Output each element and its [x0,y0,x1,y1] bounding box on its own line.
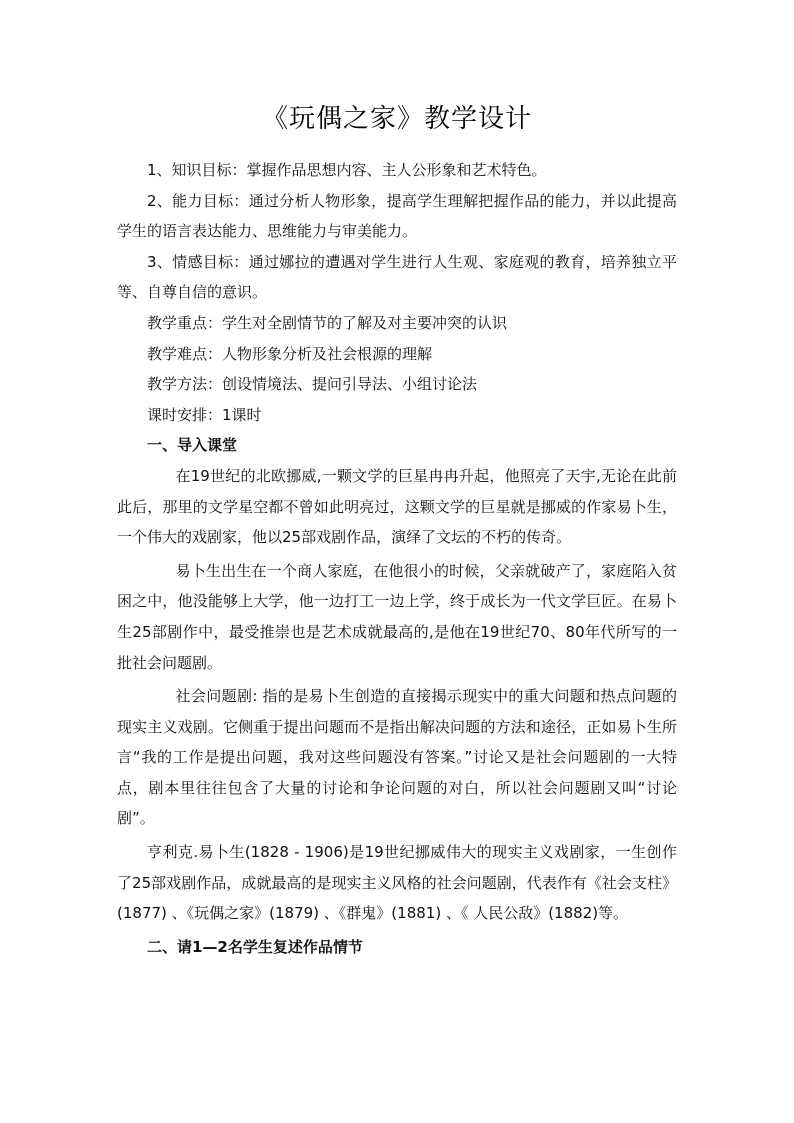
objective-ability: 2、能力目标：通过分析人物形象，提高学生理解把握作品的能力，并以此提高学生的语言表达能力、思维能力与审美能力。 [117,191,677,241]
schedule: 课时安排：1课时 [147,405,262,424]
intro-paragraph: 社会问题剧: 指的是易卜生创造的直接揭示现实中的重大问题和热点问题的现实主义戏剧。它侧重于提出问题而不是指出解决问题的方法和途径，正如易卜生所言“我的工作是提出问题，我对这些问题没有答案。”讨论又是社会问题剧的一大特点，剧本里往往包含了大量的讨论和争论问题的对白，所以社会问题剧又叫“讨论剧”。 [117,687,677,828]
intro-paragraph: 亨利克.易卜生(1828 - 1906)是19世纪挪威伟大的现实主义戏剧家，一生创作了25部戏剧作品，成就最高的是现实主义风格的社会问题剧，代表作有《社会支柱》(1877) 、《玩偶之家》(1879) 、《群鬼》(1881) 、《 人民公敌》(1882)等。 [117,843,677,923]
section-heading-retell: 二、请1—2名学生复述作品情节 [147,937,363,956]
intro-paragraph: 在19世纪的北欧挪威,一颗文学的巨星冉冉升起，他照亮了天宇,无论在此前此后，那里的文学星空都不曾如此明亮过，这颗文学的巨星就是挪威的作家易卜生，一个伟大的戏剧家，他以25部戏剧作品，演绎了文坛的不朽的传奇。 [117,466,677,547]
document-body [117,155,677,962]
difficulty: 教学难点：人物形象分析及社会根源的理解 [147,344,433,363]
section-heading-intro: 一、导入课堂 [147,436,238,455]
intro-paragraph: 易卜生出生在一个商人家庭，在他很小的时候，父亲就破产了，家庭陷入贫困之中，他没能够上大学，他一边打工一边上学，终于成长为一代文学巨匠。在易卜生25部剧作中，最受推崇也是艺术成就最高的,是他在19世纪70、80年代所写的一批社会问题剧。 [117,561,677,672]
objective-knowledge: 1、知识目标：掌握作品思想内容、主人公形象和艺术特色。 [147,161,547,179]
objective-emotion: 3、情感目标：通过娜拉的遭遇对学生进行人生观、家庭观的教育，培养独立平等、自尊自信的意识。 [117,252,677,302]
key-point: 教学重点：学生对全剧情节的了解及对主要冲突的认识 [147,313,508,332]
document-title: 《玩偶之家》教学设计 [261,104,532,134]
teaching-methods: 教学方法：创设情境法、提问引导法、小组讨论法 [147,375,478,394]
